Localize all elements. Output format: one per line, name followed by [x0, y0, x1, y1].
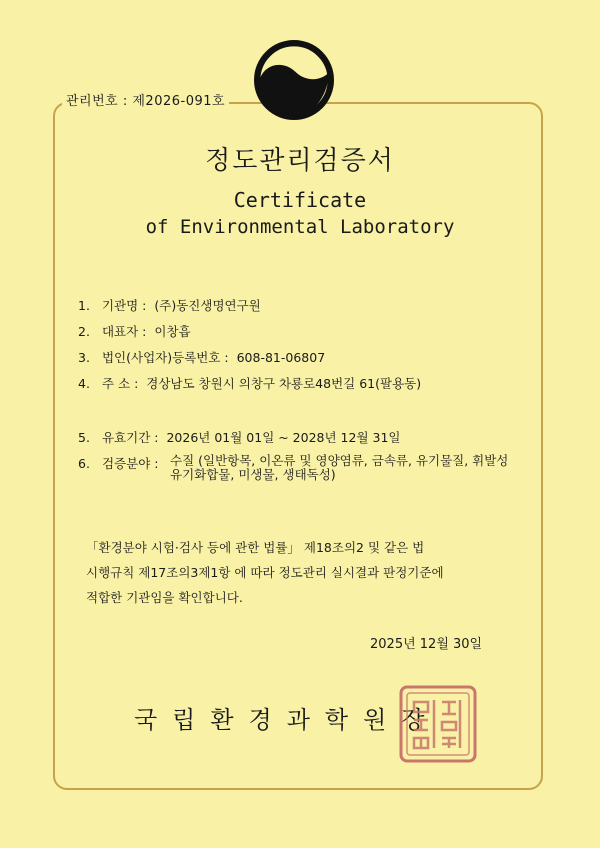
field-label: 대표자 :	[101, 324, 147, 339]
field-label: 검증분야 :	[101, 456, 159, 471]
field-value: 2026년 01월 01일 ~ 2028년 12월 31일	[166, 430, 401, 445]
field-value: 608-81-06807	[236, 350, 326, 365]
management-number: 관리번호 : 제2026-091호	[62, 90, 229, 109]
field-number: 6.	[78, 456, 90, 471]
field-value: 경상남도 창원시 의창구 차룡로48번길 61(팔용동)	[146, 376, 422, 391]
field-value: (주)동진생명연구원	[154, 298, 261, 313]
title-korean: 정도관리검증서	[205, 146, 395, 176]
field-number: 4.	[78, 376, 90, 391]
field-label: 기관명 :	[101, 298, 147, 313]
field-number: 1.	[78, 298, 90, 313]
field-verification-scope	[78, 453, 528, 482]
field-number: 3.	[78, 350, 90, 365]
field-number: 5.	[78, 430, 90, 445]
field-number: 2.	[78, 324, 90, 339]
field-label: 주 소 :	[101, 376, 139, 391]
field-registration-number	[78, 348, 325, 366]
statement-line: 「환경분야 시험·검사 등에 관한 법률」 제18조의2 및 같은 법	[86, 540, 425, 555]
issue-date: 2025년 12월 30일	[370, 637, 483, 652]
certification-statement	[86, 535, 526, 610]
field-organization	[78, 296, 261, 314]
title-english-line1: Certificate	[233, 188, 367, 212]
official-seal-icon	[398, 684, 478, 764]
field-validity-period	[78, 428, 400, 446]
issuer-name: 국립환경과학원장	[134, 706, 440, 734]
field-label: 유효기간 :	[101, 430, 159, 445]
field-value: 이창흡	[154, 324, 191, 339]
statement-line: 시행규칙 제17조의3제1항 에 따라 정도관리 실시결과 판정기준에	[86, 565, 444, 580]
field-label: 법인(사업자)등록번호 :	[101, 350, 229, 365]
statement-line: 적합한 기관임을 확인합니다.	[86, 590, 243, 605]
field-value: 수질 (일반항목, 이온류 및 영양염류, 금속류, 유기물질, 휘발성유기화합물, 미생물, 생태독성)	[170, 453, 509, 482]
field-representative	[78, 322, 191, 340]
field-address	[78, 374, 421, 392]
government-emblem-icon	[254, 40, 334, 120]
title-english-line2: of Environmental Laboratory	[145, 216, 455, 238]
